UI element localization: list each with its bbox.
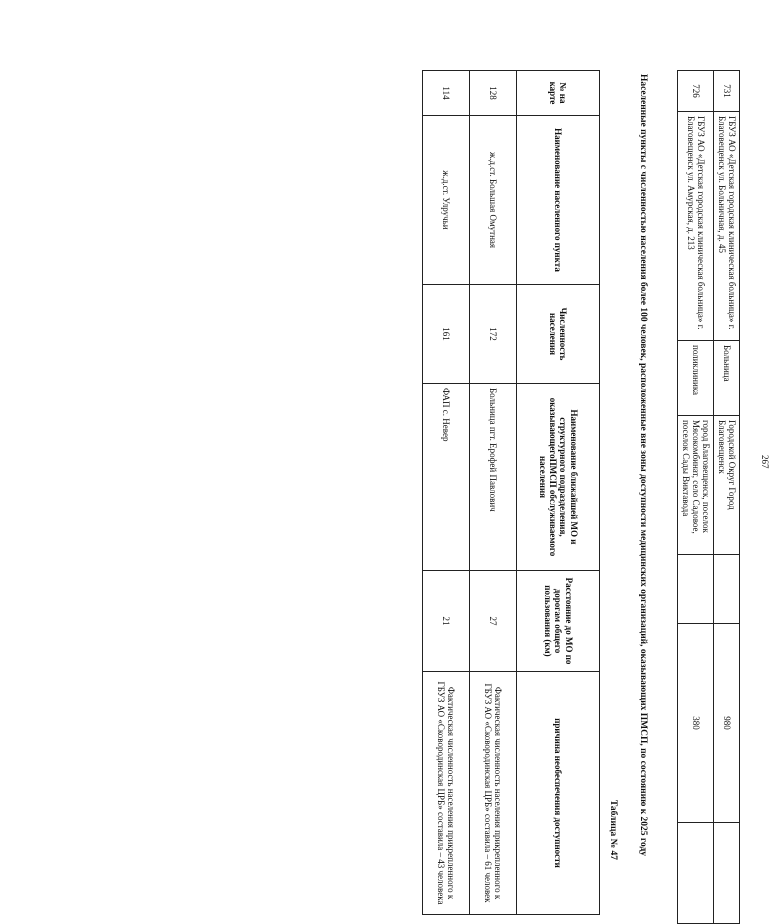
organization-name: ГБУЗ АО «Детская городская клиническая больница» г. Благовещенск ул. Амурская, д. 213 (678, 112, 714, 341)
empty-cell (678, 555, 714, 624)
nearest-mo: Больница пгт. Ерофей Павлович (470, 384, 517, 571)
settlement-name: ж.д.ст. Большая Омутная (470, 116, 517, 285)
population: 172 (470, 285, 517, 384)
map-number: 114 (423, 71, 470, 116)
population: 161 (423, 285, 470, 384)
organization-type: поликлиника (678, 341, 714, 416)
upper-continuation-table (677, 70, 740, 924)
table-row (423, 71, 470, 915)
header-reason: причина необеспечения доступности (517, 672, 600, 915)
row-number: 731 (714, 71, 740, 112)
table-caption: Населенные пункты с численностью населения более 100 человек, расположенные вне зоны доступности медицинских организаций, оказывающих ПМСП, по состоянию к 2025 году (638, 73, 648, 857)
map-number: 128 (470, 71, 517, 116)
empty-cell (714, 555, 740, 624)
table-row (678, 71, 714, 924)
header-population: Численность населения (517, 285, 600, 384)
value-cell: 380 (678, 624, 714, 823)
header-map-number: № на карте (517, 71, 600, 116)
distance: 27 (470, 571, 517, 672)
header-nearest-mo: Наименование ближайшей МО и структурного подразделения, оказывающегоПМСП обслуживаемого населения (517, 384, 600, 571)
reason: Фактическая численность населения прикрепленного к ГБУЗ АО «Сковородинская ЦРБ» составила – 43 человека (423, 672, 470, 915)
nearest-mo: ФАП с. Невер (423, 384, 470, 571)
row-number: 726 (678, 71, 714, 112)
service-area: город Благовещенск, поселок Мясокомбинат, село Садовое, поселок Сады Виктавода (678, 416, 714, 555)
settlement-name: ж.д.ст. Улручьи (423, 116, 470, 285)
page-number: 267 (760, 455, 770, 469)
settlements-table (422, 70, 600, 915)
empty-cell (678, 823, 714, 924)
reason: Фактическая численность населения прикрепленного к ГБУЗ АО «Сковородинская ЦРБ» составила – 61 человек (470, 672, 517, 915)
organization-type: Больница (714, 341, 740, 416)
empty-cell (714, 823, 740, 924)
header-settlement-name: Наименование населенного пункта (517, 116, 600, 285)
distance: 21 (423, 571, 470, 672)
service-area: Городской Округ Город Благовещенск (714, 416, 740, 555)
table-header-row (517, 71, 600, 915)
rotated-document-page (436, 70, 770, 905)
table-row (470, 71, 517, 915)
table-row (714, 71, 740, 924)
value-cell: 980 (714, 624, 740, 823)
table-label: Таблица № 47 (608, 799, 618, 860)
organization-name: ГБУЗ АО «Детская городская клиническая больница» г. Благовещенск ул. Больничная, д. 45 (714, 112, 740, 341)
header-distance: Расстояние до МО по дорогам общего пользования (км) (517, 571, 600, 672)
